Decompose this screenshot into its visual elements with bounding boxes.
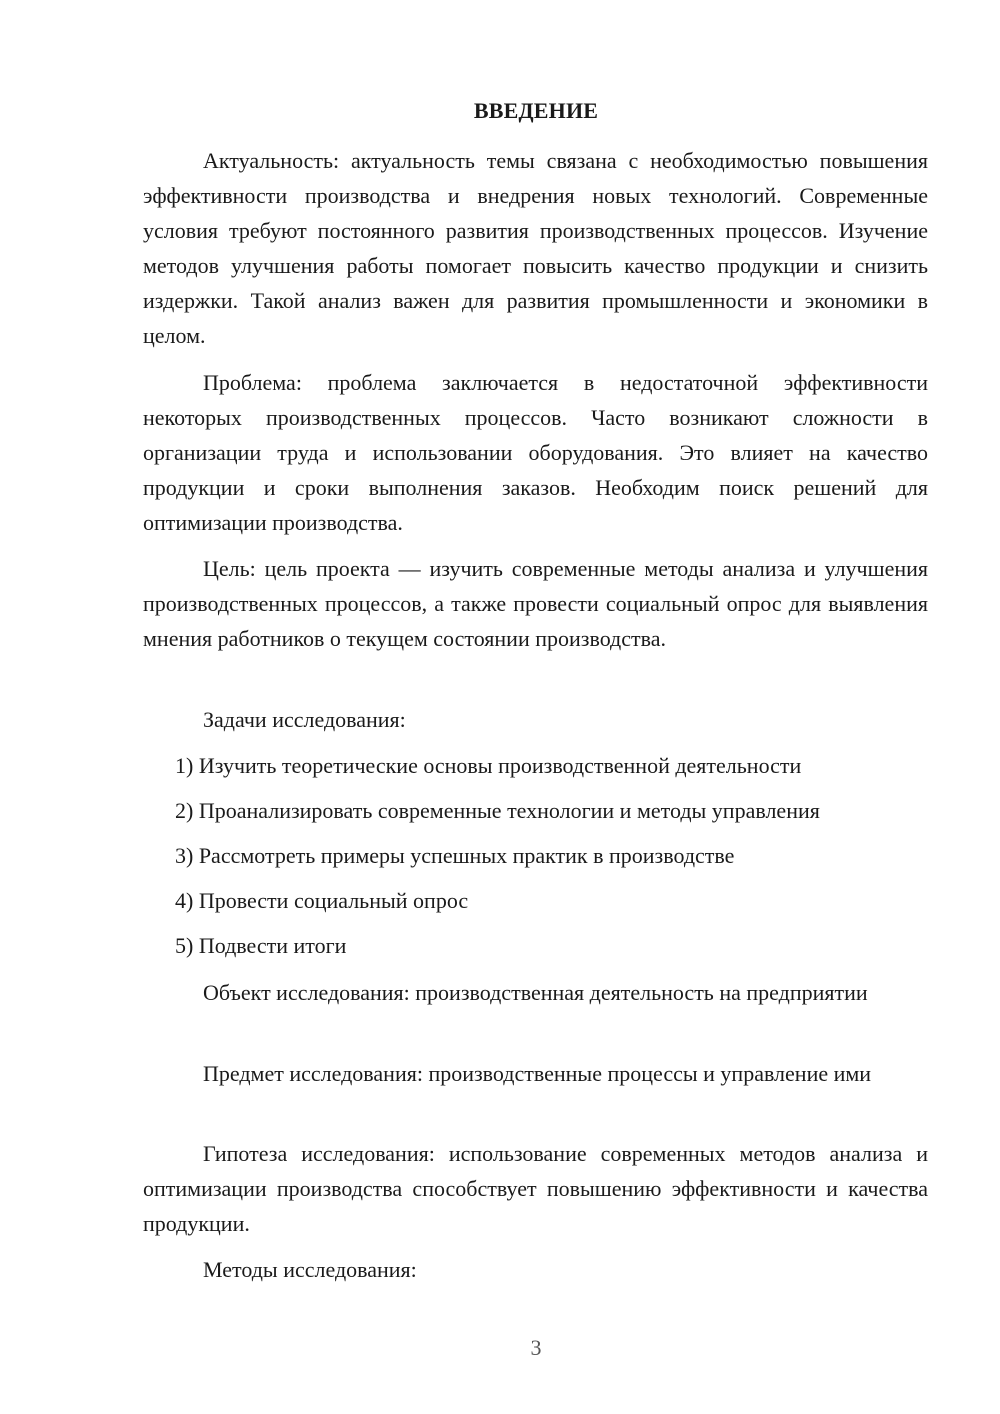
page-number: 3 [530,1335,542,1360]
tasks-heading: Задачи исследования: [203,707,406,732]
methods-heading: Методы исследования: [203,1257,417,1282]
list-item: 2) Проанализировать современные технологии и методы управления [175,798,820,823]
list-item: 5) Подвести итоги [175,933,347,958]
list-item: 1) Изучить теоретические основы производственной деятельности [175,753,802,778]
task-list [175,748,935,973]
problem-paragraph: Проблема: проблема заключается в недостаточной эффективности некоторых производственных процессов. Часто возникают сложности в организации труда и использовании оборудования. Это влияет на качество продукции и сроки выполнения заказов. Необходим поиск решений для оптимизации производства. [143,370,928,535]
list-item: 4) Провести социальный опрос [175,888,469,913]
research-subject-paragraph: Предмет исследования: производственные процессы и управление ими [203,1061,872,1086]
section-title: ВВЕДЕНИЕ [473,98,599,123]
relevance-paragraph: Актуальность: актуальность темы связана с необходимостью повышения эффективности производства и внедрения новых технологий. Современные условия требуют постоянного развития производственных процессов. Изучение методов улучшения работы помогает повысить качество продукции и снизить издержки. Такой анализ важен для развития промышленности и экономики в целом. [143,148,928,348]
list-item: 3) Рассмотреть примеры успешных практик в производстве [175,843,735,868]
goal-paragraph: Цель: цель проекта — изучить современные методы анализа и улучшения производственных процессов, а также провести социальный опрос для выявления мнения работников о текущем состоянии производства. [143,556,928,651]
research-object-paragraph: Объект исследования: производственная деятельность на предприятии [203,980,868,1005]
hypothesis-paragraph: Гипотеза исследования: использование современных методов анализа и оптимизации производства способствует повышению эффективности и качества продукции. [143,1141,928,1236]
